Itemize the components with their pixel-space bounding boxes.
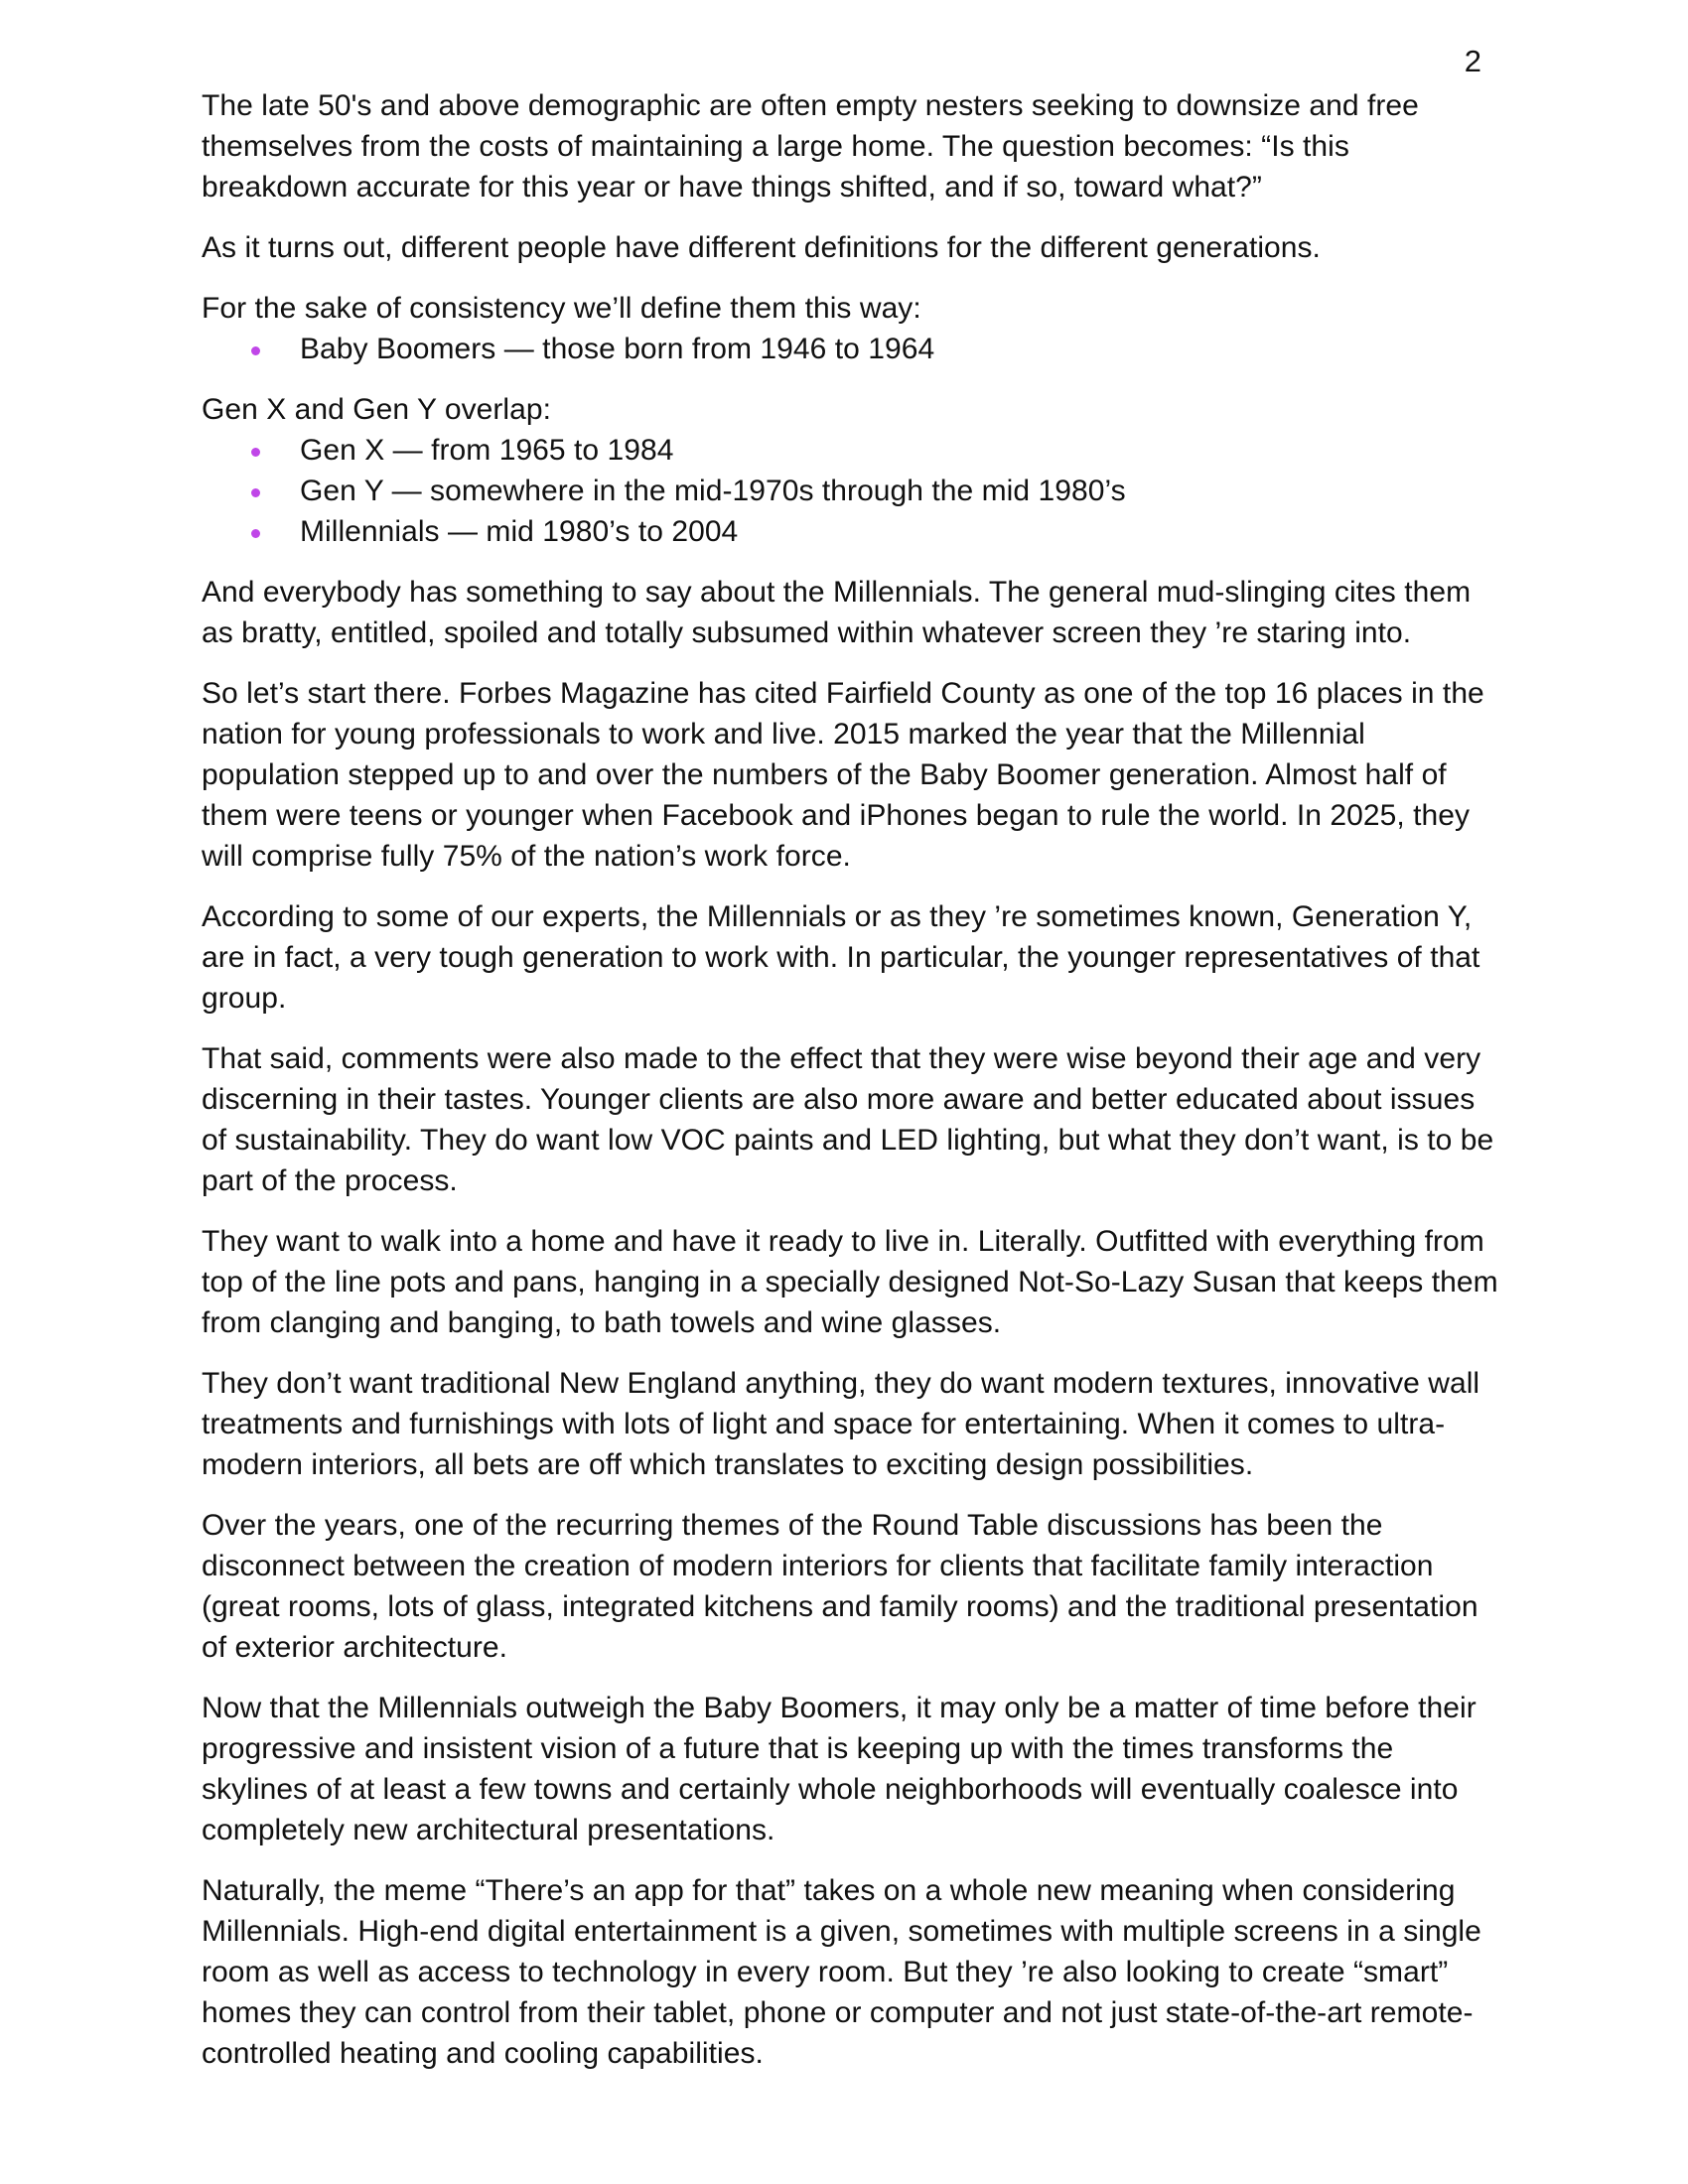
paragraph-architecture-future: Now that the Millennials outweigh the Baby Boomers, it may only be a matter of time before their progressive and insistent vision of a future that is keeping up with the times transforms the skylines of at least a few towns and certainly whole neighborhoods will eventually coalesce into completely new architectural presentations. — [202, 1692, 1477, 1846]
paragraph-millennials-reputation: And everybody has something to say about the Millennials. The general mud-slinging cites them as bratty, entitled, spoiled and totally subsumed within whatever screen they ’re staring into. — [202, 576, 1472, 649]
page-number: 2 — [1464, 44, 1481, 78]
list-item-millennials — [202, 511, 1499, 552]
list-item-text: Gen Y — somewhere in the mid-1970s through the mid 1980’s — [300, 475, 1126, 507]
document-body — [202, 85, 1499, 2094]
bullet-icon — [251, 346, 260, 355]
paragraph-empty-nesters: The late 50's and above demographic are often empty nesters seeking to downsize and free themselves from the costs of maintaining a large home. The question becomes: “Is this breakdown accurate for this year or have things shifted, and if so, toward what?” — [202, 89, 1419, 204]
list-item-baby-boomers — [202, 329, 1499, 369]
paragraph-generation-definitions: As it turns out, different people have different definitions for the different generations. — [202, 231, 1321, 264]
paragraph-consistency-intro: For the sake of consistency we’ll define them this way: — [202, 292, 921, 325]
generation-overlap-list — [202, 430, 1499, 552]
list-item-text: Millennials — mid 1980’s to 2004 — [300, 515, 739, 548]
paragraph-ready-to-live: They want to walk into a home and have it ready to live in. Literally. Outfitted with everything from top of the line pots and pans, hanging in a specially designed Not-So-Lazy Susan that keeps them from clanging and banging, to bath towels and wine glasses. — [202, 1225, 1498, 1339]
bullet-icon — [251, 529, 260, 538]
baby-boomers-list — [202, 329, 1499, 369]
list-item-gen-x — [202, 430, 1499, 471]
paragraph-round-table: Over the years, one of the recurring themes of the Round Table discussions has been the disconnect between the creation of modern interiors for clients that facilitate family interaction (great rooms, lots of glass, integrated kitchens and family rooms) and the traditional presentation of exterior architecture. — [202, 1509, 1478, 1664]
paragraph-sustainability: That said, comments were also made to the effect that they were wise beyond their age and very discerning in their tastes. Younger clients are also more aware and better educated about issues of sustainability. They do want low VOC paints and LED lighting, but what they don’t want, is to be part of the process. — [202, 1042, 1494, 1197]
paragraph-gen-x-y-overlap: Gen X and Gen Y overlap: — [202, 393, 552, 426]
list-item-text: Baby Boomers — those born from 1946 to 1964 — [300, 333, 935, 365]
paragraph-smart-homes: Naturally, the meme “There’s an app for that” takes on a whole new meaning when considering Millennials. High-end digital entertainment is a given, sometimes with multiple screens in a single room as well as access to technology in every room. But they ’re also looking to create “smart” homes they can control from their tablet, phone or computer and not just state-of-the-art remote-controlled heating and cooling capabilities. — [202, 1874, 1481, 2070]
paragraph-expert-opinions: According to some of our experts, the Millennials or as they ’re sometimes known, Generation Y, are in fact, a very tough generation to work with. In particular, the younger representatives of that group. — [202, 900, 1480, 1015]
list-item-gen-y — [202, 471, 1499, 511]
paragraph-modern-textures: They don’t want traditional New England anything, they do want modern textures, innovative wall treatments and furnishings with lots of light and space for entertaining. When it comes to ultra-modern interiors, all bets are off which translates to exciting design possibilities. — [202, 1367, 1480, 1481]
paragraph-fairfield-county: So let’s start there. Forbes Magazine has cited Fairfield County as one of the top 16 places in the nation for young professionals to work and live. 2015 marked the year that the Millennial population stepped up to and over the numbers of the Baby Boomer generation. Almost half of them were teens or younger when Facebook and iPhones began to rule the world. In 2025, they will comprise fully 75% of the nation’s work force. — [202, 677, 1484, 873]
bullet-icon — [251, 488, 260, 497]
list-item-text: Gen X — from 1965 to 1984 — [300, 434, 674, 467]
bullet-icon — [251, 448, 260, 457]
